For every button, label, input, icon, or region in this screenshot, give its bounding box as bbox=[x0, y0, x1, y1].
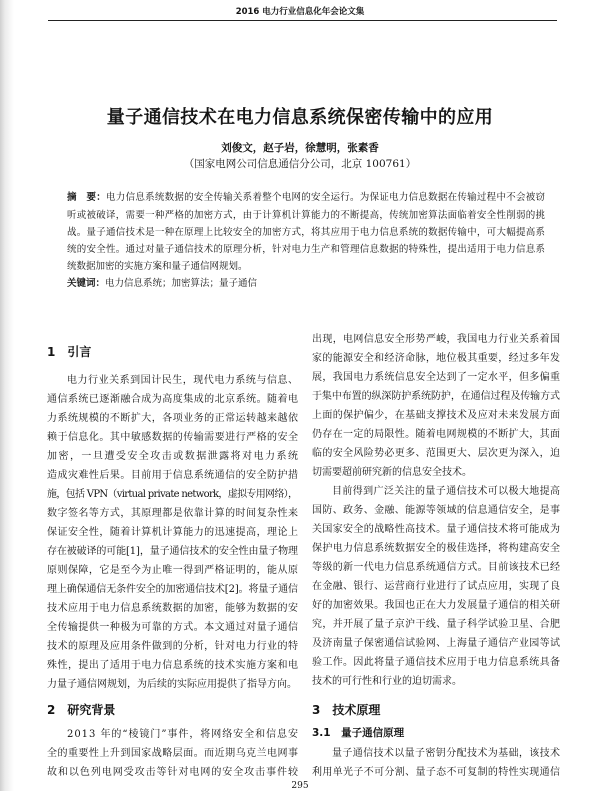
text-line bbox=[47, 542, 298, 561]
text-line-content: 于集中布置的纵深防护系统防护，在通信过程及传输方式 bbox=[312, 390, 560, 402]
text-line-content: 通信系统已逐渐融合成为高度集成的北京系统。随着电 bbox=[47, 393, 299, 405]
text-line bbox=[312, 539, 560, 558]
text-line-content: 技术的可行性和行业的迫切需求。 bbox=[312, 675, 462, 687]
text-line-content: 展，我国电力系统信息安全达到了一定水平，但多偏重 bbox=[312, 371, 561, 383]
text-line bbox=[312, 425, 560, 444]
text-line bbox=[47, 428, 298, 447]
text-line-content: 目前得到广泛关注的量子通信技术可以极大地提高 bbox=[332, 485, 561, 497]
abstract-line bbox=[67, 224, 545, 241]
section-heading-introduction: 1 引言 bbox=[47, 345, 92, 359]
affiliation: （国家电网公司信息通信分公司，北京 100761） bbox=[183, 158, 417, 170]
text-line-content: 力量子通信网规划，为后续的实际应用提供了指导方向。 bbox=[47, 678, 297, 690]
text-line bbox=[312, 482, 560, 501]
text-line bbox=[312, 463, 560, 482]
text-line-content: 存在被破译的可能[1]，量子通信技术的安全性由量子物理 bbox=[47, 545, 298, 557]
text-line-content: 国防、政务、金融、能源等领域的信息通信安全，是事 bbox=[312, 504, 561, 516]
text-line bbox=[47, 523, 298, 542]
text-line-content: 好的加密效果。我国也正在大力发展量子通信的相关研 bbox=[312, 599, 561, 611]
text-line bbox=[312, 501, 560, 520]
text-line-content: 在金融、银行、运营商行业进行了试点应用，实现了良 bbox=[312, 580, 561, 592]
text-line-content: 究，并开展了量子京沪干线、量子科学试验卫星、合肥 bbox=[312, 618, 561, 630]
abstract-text: 战。量子通信技术是一种在原理上比较安全的加密方式，将其应用于电力信息系统的数据传输中，可大幅提高系 bbox=[67, 226, 546, 238]
author-list: 刘俊文，赵子岩，徐慧明，张素香 bbox=[221, 142, 379, 154]
paper-title: 量子通信技术在电力信息系统保密传输中的应用 bbox=[106, 107, 494, 128]
section-heading-technical-principle: 3 技术原理 bbox=[312, 703, 381, 717]
text-line bbox=[312, 444, 560, 463]
text-line-content: 赖于信息化。其中敏感数据的传输需要进行严格的安全 bbox=[47, 431, 299, 443]
text-line-content: 利用单光子不可分割、量子态不可复制的特性实现通信 bbox=[312, 766, 561, 778]
text-line-content: 数字签名等方式，其原理都是依靠计算的时间复杂性来 bbox=[47, 507, 299, 519]
text-line-content: 验工作。因此将量子通信技术应用于电力信息系统具备 bbox=[312, 656, 561, 668]
text-line bbox=[47, 504, 298, 523]
text-line bbox=[47, 744, 298, 763]
page-number: 295 bbox=[291, 781, 309, 791]
paragraph-continued bbox=[312, 330, 560, 482]
text-line bbox=[47, 580, 298, 599]
paragraph bbox=[312, 744, 560, 782]
text-line bbox=[47, 763, 298, 782]
text-line-content: 殊性，提出了适用于电力信息系统的技术实施方案和电 bbox=[47, 659, 299, 671]
running-header: 2016 电力行业信息化年会论文集 bbox=[235, 7, 365, 17]
text-line-content: 理上确保通信无条件安全的加密通信技术[2]。将量子通信 bbox=[47, 583, 298, 595]
section-heading-background: 2 研究背景 bbox=[47, 703, 116, 717]
text-line-content: 量子通信技术以量子密钥分配技术为基础，该技术 bbox=[332, 747, 561, 759]
text-line bbox=[47, 725, 298, 744]
text-line bbox=[47, 618, 298, 637]
text-line bbox=[47, 447, 298, 466]
text-line bbox=[47, 371, 298, 390]
abstract-line-content bbox=[67, 192, 545, 203]
text-line-content: 施，包括 VPN（virtual private network，虚拟专用网络）， bbox=[47, 488, 298, 500]
text-line-content: 及济南量子保密通信试验网、上海量子通信产业园等试 bbox=[312, 637, 561, 649]
text-line bbox=[47, 409, 298, 428]
subsection-heading-quantum-communication: 3.1 量子通信原理 bbox=[312, 727, 405, 739]
text-line-content: 造成灾难性后果。目前用于信息系统通信的安全防护措 bbox=[47, 469, 299, 481]
abstract-text: 统数据加密的实施方案和量子通信网规划。 bbox=[67, 261, 248, 273]
text-line bbox=[47, 466, 298, 485]
keywords-label: 关键词： bbox=[67, 278, 106, 290]
abstract-text: 电力信息系统数据的安全传输关系着整个电网的安全运行。为保证电力信息数据在传输过程中不会被窃 bbox=[106, 192, 546, 204]
text-line bbox=[47, 599, 298, 618]
text-line bbox=[312, 520, 560, 539]
header-rule bbox=[48, 20, 557, 21]
text-line bbox=[312, 634, 560, 653]
text-line bbox=[47, 637, 298, 656]
abstract-text: 听或被破译，需要一种严格的加密方式，由于计算机计算能力的不断提高，传统加密算法面临着安全性削弱的挑 bbox=[67, 209, 546, 221]
text-line-content: 2013 年的“棱镜门”事件，将网络安全和信息安 bbox=[67, 728, 299, 740]
text-line-content: 力系统规模的不断扩大，各项业务的正常运转越来越依 bbox=[47, 412, 299, 424]
text-line-content: 保护电力信息系统数据安全的极佳选择，将构建高安全 bbox=[312, 542, 561, 554]
text-line-content: 全传输提供一种极为可靠的方式。本文通过对量子通信 bbox=[47, 621, 299, 633]
text-line-content: 出现，电网信息安全形势严峻，我国电力行业关系着国 bbox=[312, 333, 561, 345]
text-line bbox=[47, 656, 298, 675]
text-line-content: 切需要超前研究新的信息安全技术。 bbox=[312, 466, 472, 478]
text-line bbox=[312, 406, 560, 425]
text-line-content: 仍存在一定的局限性。随着电网规模的不断扩大，其面 bbox=[312, 428, 561, 440]
text-line bbox=[312, 672, 560, 691]
text-line bbox=[312, 615, 560, 634]
abstract-line bbox=[67, 189, 545, 206]
abstract-label: 摘 要： bbox=[67, 192, 107, 204]
keywords-content bbox=[67, 278, 257, 289]
text-line-content: 故和以色列电网受攻击等针对电网的安全攻击事件较 bbox=[47, 766, 299, 778]
text-line bbox=[312, 368, 560, 387]
text-line bbox=[312, 558, 560, 577]
text-line bbox=[47, 561, 298, 580]
text-line-content: 关国家安全的战略性高技术。量子通信技术将可能成为 bbox=[312, 523, 561, 535]
abstract-line bbox=[67, 258, 545, 275]
text-line bbox=[47, 485, 298, 504]
text-line-content: 全的重要性上升到国家战略层面。而近期乌克兰电网事 bbox=[47, 747, 299, 759]
abstract bbox=[67, 189, 545, 292]
text-line-content: 上面的保护偏少，在基础支撑技术及应对未来发展方面 bbox=[312, 409, 561, 421]
text-line-content: 技术应用于电力信息系统数据的加密，能够为数据的安 bbox=[47, 602, 299, 614]
paragraph bbox=[312, 482, 560, 691]
text-line bbox=[312, 596, 560, 615]
text-line-content: 加密，一旦遭受安全攻击或数据泄露将对电力系统 bbox=[47, 450, 300, 462]
text-line bbox=[312, 387, 560, 406]
abstract-line bbox=[67, 207, 545, 224]
text-line bbox=[47, 390, 298, 409]
text-line bbox=[312, 763, 560, 782]
text-line bbox=[312, 744, 560, 763]
text-line-content: 等级的新一代电力信息系统通信方式。目前该技术已经 bbox=[312, 561, 561, 573]
abstract-line bbox=[67, 241, 545, 258]
paragraph bbox=[47, 725, 298, 782]
text-line-content: 技术的原理及应用条件做到的分析，针对电力行业的特 bbox=[47, 640, 299, 652]
keywords-text: 电力信息系统；加密算法；量子通信 bbox=[105, 278, 258, 290]
text-line bbox=[312, 349, 560, 368]
text-line-content: 保证安全性，随着计算机计算能力的迅速提高，理论上 bbox=[47, 526, 299, 538]
abstract-text: 统的安全性。通过对量子通信技术的原理分析，针对电力生产和管理信息数据的特殊性，提出适用于电力信息系 bbox=[67, 244, 546, 255]
text-line-content: 电力行业关系到国计民生，现代电力系统与信息、 bbox=[67, 374, 299, 386]
text-line bbox=[312, 577, 560, 596]
text-line-content: 临的安全风险势必更多、范围更大、层次更为深入，迫 bbox=[312, 447, 561, 459]
text-line-content: 家的能源安全和经济命脉，地位极其重要，经过多年发 bbox=[312, 352, 561, 364]
text-line-content: 原则保障，它是至今为止唯一得到严格证明的，能从原 bbox=[47, 564, 299, 576]
keywords bbox=[67, 275, 545, 292]
text-line bbox=[47, 675, 298, 694]
text-line bbox=[312, 653, 560, 672]
paragraph bbox=[47, 371, 298, 694]
text-line bbox=[312, 330, 560, 349]
